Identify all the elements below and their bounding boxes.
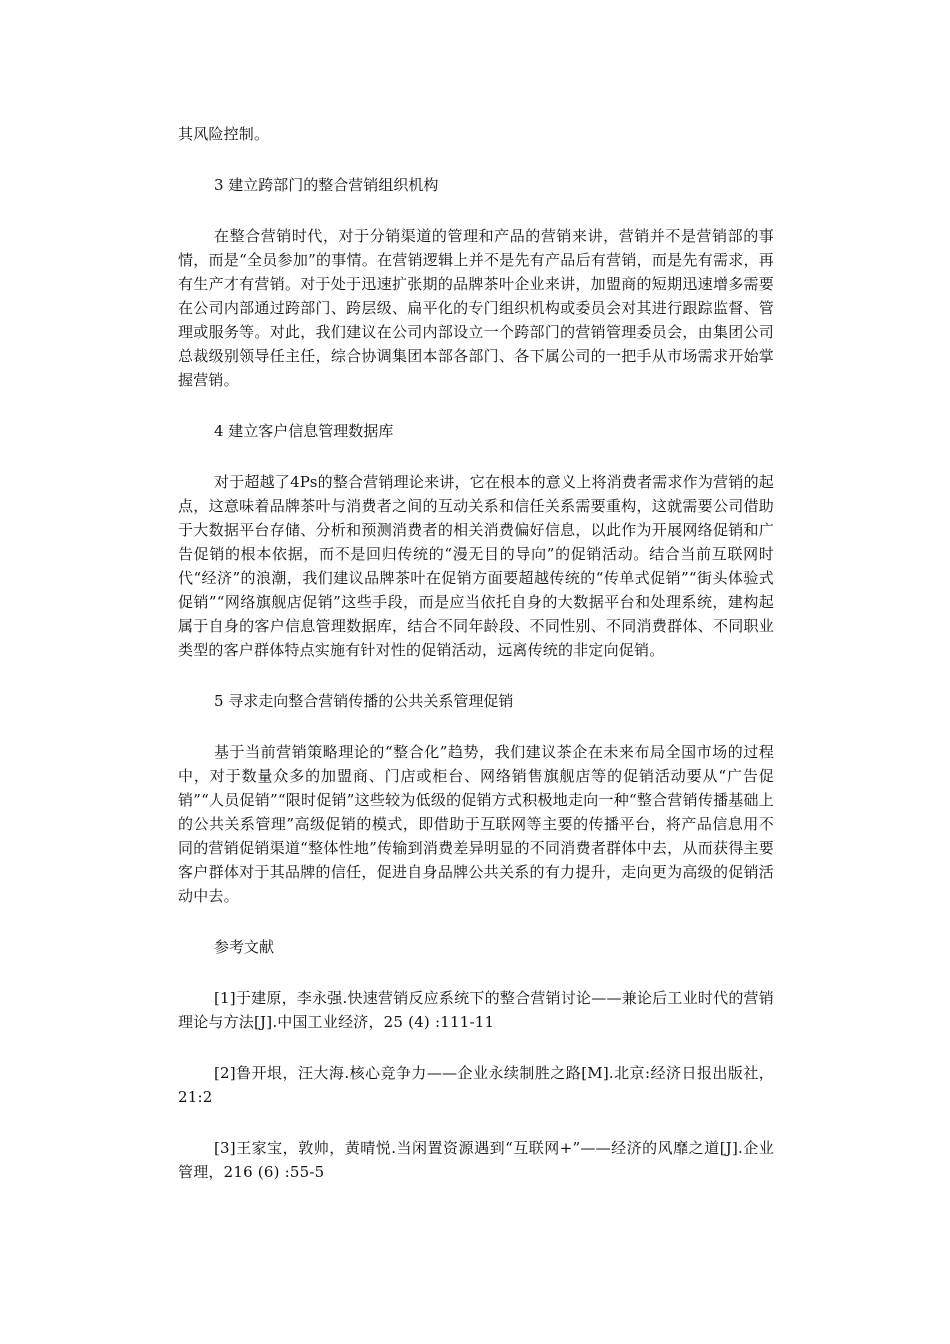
- document-body: [178, 122, 774, 1184]
- paragraph-section-4: 对于超越了4Ps的整合营销理论来讲，它在根本的意义上将消费者需求作为营销的起点，这意味着品牌茶叶与消费者之间的互动关系和信任关系需要重构，这就需要公司借助于大数据平台存储、分析和预测消费者的相关消费偏好信息，以此作为开展网络促销和广告促销的根本依据，而不是回归传统的“漫无目的导向”的促销活动。结合当前互联网时代“经济”的浪潮，我们建议品牌茶叶在促销方面要超越传统的“传单式促销”“街头体验式促销”“网络旗舰店促销”这些手段，而是应当依托自身的大数据平台和处理系统，建构起属于自身的客户信息管理数据库，结合不同年龄段、不同性别、不同消费群体、不同职业类型的客户群体特点实施有针对性的促销活动，远离传统的非定向促销。: [178, 473, 774, 659]
- section-heading-5: 5 寻求走向整合营销传播的公共关系管理促销: [214, 692, 514, 710]
- reference-item-2: [2]鲁开垠，汪大海.核心竞争力——企业永续制胜之路[M].北京:经济日报出版社，21:2: [178, 1064, 774, 1106]
- references-heading: 参考文献: [214, 938, 275, 956]
- paragraph-section-5: 基于当前营销策略理论的“整合化”趋势，我们建议茶企在未来布局全国市场的过程中，对于数量众多的加盟商、门店或柜台、网络销售旗舰店等的促销活动要从“广告促销”“人员促销”“限时促销”这些较为低级的促销方式积极地走向一种“整合营销传播基础上的公共关系管理”高级促销的模式，即借助于互联网等主要的传播平台，将产品信息用不同的营销促销渠道“整体性地”传输到消费差异明显的不同消费者群体中去，从而获得主要客户群体对于其品牌的信任，促进自身品牌公共关系的有力提升，走向更为高级的促销活动中去。: [178, 743, 774, 905]
- paragraph-section-3: 在整合营销时代，对于分销渠道的管理和产品的营销来讲，营销并不是营销部的事情，而是“全员参加”的事情。在营销逻辑上并不是先有产品后有营销，而是先有需求，再有生产才有营销。对于处于迅速扩张期的品牌茶叶企业来讲，加盟商的短期迅速增多需要在公司内部通过跨部门、跨层级、扁平化的专门组织机构或委员会对其进行跟踪监督、管理或服务等。对此，我们建议在公司内部设立一个跨部门的营销管理委员会，由集团公司总裁级别领导任主任，综合协调集团本部各部门、各下属公司的一把手从市场需求开始掌握营销。: [178, 227, 774, 389]
- section-heading-4: 4 建立客户信息管理数据库: [214, 422, 394, 440]
- reference-item-1: [1]于建原，李永强.快速营销反应系统下的整合营销讨论——兼论后工业时代的营销理论与方法[J].中国工业经济，25 (4) :111-11: [178, 989, 774, 1031]
- section-heading-3: 3 建立跨部门的整合营销组织机构: [214, 176, 439, 194]
- paragraph-continuation: 其风险控制。: [178, 125, 270, 143]
- reference-item-3: [3]王家宝，敦帅，黄晴悦.当闲置资源遇到“互联网+”——经济的风靡之道[J].企业管理，216 (6) :55-5: [178, 1139, 774, 1181]
